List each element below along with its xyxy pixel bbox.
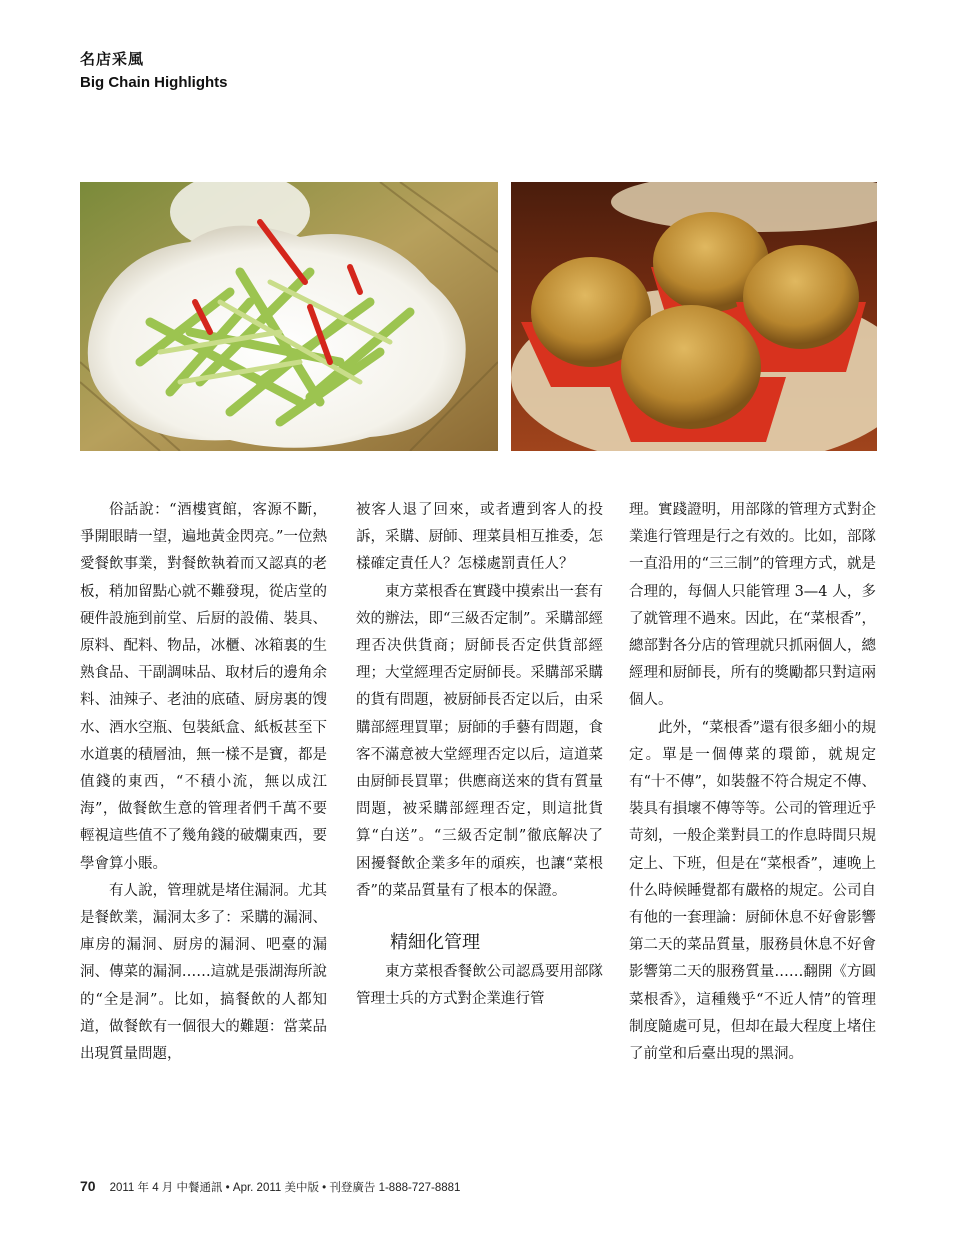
subheading: 精細化管理 (390, 932, 480, 954)
paragraph: 東方菜根香在實踐中摸索出一套有效的辦法，即“三級否定制”。采購部經理否决供貨商；厨師長否定供貨部經理；大堂經理否定厨師長。采購部采購的貨有問題，被厨師長否定以后，由采購部經理買單；厨師的手藝有問題，食客不滿意被大堂經理否定以后，這道菜由厨師長買單；供應商送來的貨有質量問題，被采購部經理否定，則這批貨算“白送”。“三級否定制”徹底解决了困擾餐飲企業多年的頑疾，也讓“菜根香”的菜品質量有了根本的保證。 (356, 583, 603, 899)
article-column-3 (629, 497, 876, 1068)
paragraph: 被客人退了回來，或者遭到客人的投訴，采購、厨師、理菜員相互推委，怎樣確定責任人？怎樣處罰責任人？ (356, 502, 603, 573)
section-title-zh: 名店采風 (80, 50, 145, 68)
celery-salad-photo (80, 182, 498, 451)
section-title-en: Big Chain Highlights (80, 74, 228, 91)
fried-dumplings-photo (511, 182, 877, 451)
page-number: 70 (80, 1178, 96, 1194)
paragraph: 東方菜根香餐飲公司認爲要用部隊管理士兵的方式對企業進行管 (356, 964, 603, 1008)
article-column-2 (356, 497, 603, 1013)
footer-text: 2011 年 4 月 中餐通訊 • Apr. 2011 美中版 • 刊登廣告 1-888-727-8881 (109, 1182, 461, 1194)
paragraph: 此外，“菜根香”還有很多細小的規定。單是一個傳菜的環節，就規定有“十不傳”，如裝盤不符合規定不傳、裝具有損壞不傳等等。公司的管理近乎苛刻，一般企業對員工的作息時間只規定上、下班，但是在“菜根香”，連晚上什么時候睡覺都有嚴格的規定。公司自有他的一套理論：厨師休息不好會影響第二天的菜品質量，服務員休息不好會影響第二天的服務質量……翻開《方圓菜根香》，這種幾乎“不近人情”的管理制度隨處可見，但却在最大程度上堵住了前堂和后臺出現的黑洞。 (629, 719, 876, 1063)
article-column-1 (80, 497, 327, 1068)
paragraph: 理。實踐證明，用部隊的管理方式對企業進行管理是行之有效的。比如，部隊一直沿用的“三三制”的管理方式，就是合理的，每個人只能管理 3—4 人，多了就管理不過來。因此，在“菜根香”，總部對各分店的管理就只抓兩個人，總經理和厨師長，所有的獎勵都只對這兩個人。 (629, 502, 876, 709)
paragraph: 俗話說：“酒樓賓館，客源不斷，爭開眼睛一望，遍地黃金閃亮。”一位熱愛餐飲事業，對餐飲執着而又認真的老板，稍加留點心就不難發現，從店堂的硬件設施到前堂、后厨的設備、裝具、原料、配料、物品，冰櫃、冰箱裏的生熟食品、干副調味品、取材后的邊角余料、油辣子、老油的底碴、厨房裏的馊水、酒水空瓶、包裝紙盒、紙板甚至下水道裏的積層油，無一樣不是寶，都是值錢的東西，“不積小流，無以成江海”，做餐飲生意的管理者們千萬不要輕視這些值不了幾角錢的破爛東西，要學會算小賬。 (80, 502, 327, 872)
page-footer (80, 1178, 460, 1195)
paragraph: 有人說，管理就是堵住漏洞。尤其是餐飲業，漏洞太多了：采購的漏洞、庫房的漏洞、厨房的漏洞、吧臺的漏洞、傳菜的漏洞……這就是張湖海所說的“全是洞”。比如，搞餐飲的人都知道，做餐飲有一個很大的難題：當菜品出現質量問題， (80, 882, 327, 1063)
